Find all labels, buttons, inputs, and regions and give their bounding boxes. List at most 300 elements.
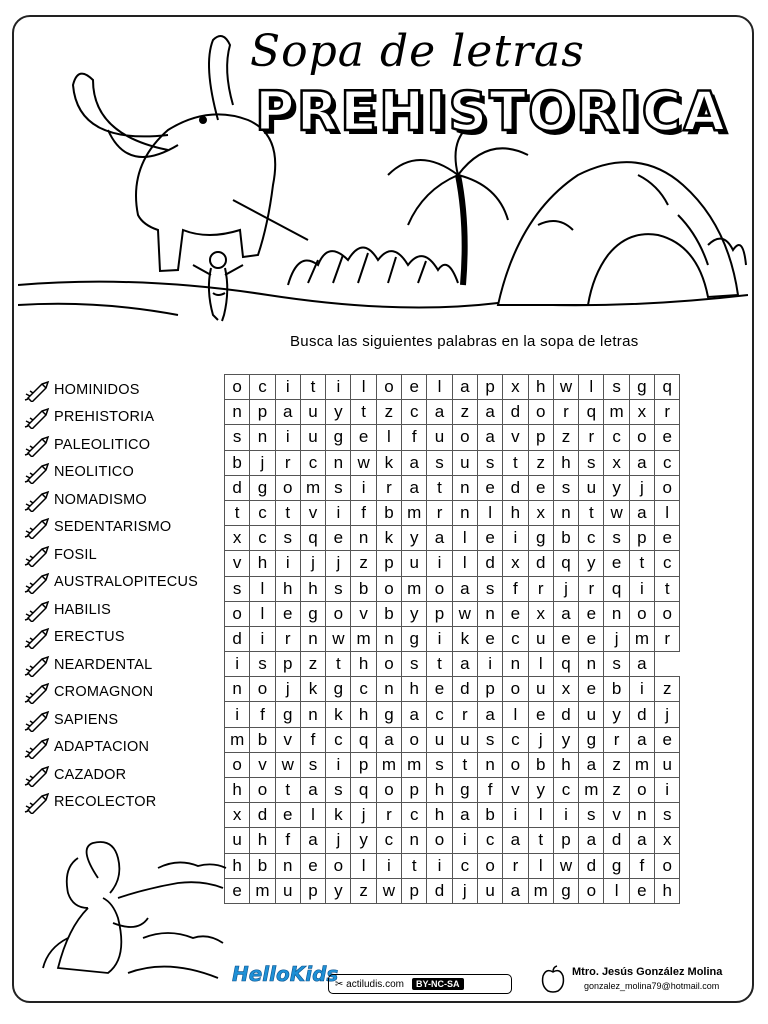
grid-cell[interactable]: z: [553, 425, 578, 450]
grid-cell[interactable]: h: [351, 652, 376, 677]
grid-cell[interactable]: c: [376, 828, 401, 853]
grid-cell[interactable]: y: [351, 828, 376, 853]
grid-cell[interactable]: n: [376, 626, 401, 651]
grid-cell[interactable]: b: [250, 727, 275, 752]
grid-cell[interactable]: o: [629, 425, 654, 450]
grid-cell[interactable]: l: [579, 375, 604, 400]
grid-cell[interactable]: y: [326, 878, 351, 903]
grid-cell[interactable]: n: [275, 853, 300, 878]
grid-cell[interactable]: z: [351, 551, 376, 576]
grid-cell[interactable]: g: [629, 375, 654, 400]
grid-cell[interactable]: t: [629, 551, 654, 576]
grid-cell[interactable]: e: [629, 878, 654, 903]
grid-cell[interactable]: o: [275, 475, 300, 500]
grid-cell[interactable]: u: [402, 551, 427, 576]
grid-cell[interactable]: n: [452, 475, 477, 500]
grid-cell[interactable]: q: [655, 375, 680, 400]
grid-cell[interactable]: x: [528, 500, 553, 525]
grid-cell[interactable]: l: [503, 702, 528, 727]
grid-cell[interactable]: q: [553, 652, 578, 677]
grid-cell[interactable]: o: [528, 400, 553, 425]
grid-cell[interactable]: c: [402, 803, 427, 828]
grid-cell[interactable]: t: [326, 652, 351, 677]
grid-cell[interactable]: a: [376, 727, 401, 752]
grid-cell[interactable]: o: [503, 752, 528, 777]
grid-cell[interactable]: u: [579, 475, 604, 500]
grid-cell[interactable]: v: [503, 778, 528, 803]
grid-cell[interactable]: r: [275, 626, 300, 651]
grid-cell[interactable]: p: [427, 601, 452, 626]
grid-cell[interactable]: l: [250, 601, 275, 626]
grid-cell[interactable]: k: [376, 450, 401, 475]
grid-cell[interactable]: z: [655, 677, 680, 702]
grid-cell[interactable]: u: [300, 425, 325, 450]
grid-cell[interactable]: d: [477, 551, 502, 576]
grid-cell[interactable]: u: [528, 677, 553, 702]
grid-cell[interactable]: c: [250, 526, 275, 551]
grid-cell[interactable]: g: [604, 853, 629, 878]
grid-cell[interactable]: i: [326, 752, 351, 777]
grid-cell[interactable]: p: [553, 828, 578, 853]
grid-cell[interactable]: w: [326, 626, 351, 651]
grid-cell[interactable]: g: [326, 425, 351, 450]
grid-cell[interactable]: o: [225, 375, 250, 400]
grid-cell[interactable]: m: [402, 500, 427, 525]
grid-cell[interactable]: s: [250, 652, 275, 677]
grid-cell[interactable]: d: [452, 677, 477, 702]
grid-cell[interactable]: y: [604, 702, 629, 727]
grid-cell[interactable]: f: [351, 500, 376, 525]
grid-cell[interactable]: s: [553, 475, 578, 500]
grid-cell[interactable]: e: [402, 375, 427, 400]
grid-cell[interactable]: s: [427, 752, 452, 777]
grid-cell[interactable]: b: [477, 803, 502, 828]
grid-cell[interactable]: w: [275, 752, 300, 777]
grid-cell[interactable]: c: [477, 828, 502, 853]
grid-cell[interactable]: r: [604, 727, 629, 752]
grid-cell[interactable]: i: [326, 500, 351, 525]
grid-cell[interactable]: h: [427, 778, 452, 803]
grid-cell[interactable]: r: [503, 853, 528, 878]
grid-cell[interactable]: o: [402, 727, 427, 752]
grid-cell[interactable]: i: [503, 526, 528, 551]
grid-cell[interactable]: i: [376, 853, 401, 878]
grid-cell[interactable]: f: [300, 727, 325, 752]
grid-cell[interactable]: s: [275, 526, 300, 551]
grid-cell[interactable]: c: [655, 551, 680, 576]
grid-cell[interactable]: v: [300, 500, 325, 525]
grid-cell[interactable]: d: [553, 702, 578, 727]
grid-cell[interactable]: i: [477, 652, 502, 677]
grid-cell[interactable]: p: [275, 652, 300, 677]
grid-cell[interactable]: v: [250, 752, 275, 777]
grid-cell[interactable]: i: [655, 778, 680, 803]
grid-cell[interactable]: o: [452, 425, 477, 450]
grid-cell[interactable]: u: [225, 828, 250, 853]
grid-cell[interactable]: a: [452, 803, 477, 828]
grid-cell[interactable]: m: [604, 400, 629, 425]
grid-cell[interactable]: c: [503, 626, 528, 651]
grid-cell[interactable]: w: [553, 375, 578, 400]
grid-cell[interactable]: t: [225, 500, 250, 525]
grid-cell[interactable]: g: [275, 702, 300, 727]
grid-cell[interactable]: u: [452, 727, 477, 752]
grid-cell[interactable]: h: [503, 500, 528, 525]
grid-cell[interactable]: c: [655, 450, 680, 475]
grid-cell[interactable]: e: [655, 425, 680, 450]
grid-cell[interactable]: n: [629, 803, 654, 828]
grid-cell[interactable]: k: [300, 677, 325, 702]
grid-cell[interactable]: u: [528, 626, 553, 651]
grid-cell[interactable]: t: [275, 778, 300, 803]
grid-cell[interactable]: b: [376, 500, 401, 525]
grid-cell[interactable]: i: [452, 828, 477, 853]
grid-cell[interactable]: q: [604, 576, 629, 601]
grid-cell[interactable]: r: [655, 400, 680, 425]
grid-cell[interactable]: o: [629, 778, 654, 803]
grid-cell[interactable]: a: [452, 576, 477, 601]
grid-cell[interactable]: a: [503, 828, 528, 853]
grid-cell[interactable]: g: [402, 626, 427, 651]
grid-cell[interactable]: q: [351, 778, 376, 803]
grid-cell[interactable]: n: [503, 652, 528, 677]
grid-cell[interactable]: p: [477, 375, 502, 400]
grid-cell[interactable]: r: [655, 626, 680, 651]
grid-cell[interactable]: r: [376, 803, 401, 828]
grid-cell[interactable]: a: [629, 828, 654, 853]
grid-cell[interactable]: c: [503, 727, 528, 752]
grid-cell[interactable]: e: [351, 425, 376, 450]
grid-cell[interactable]: c: [250, 375, 275, 400]
grid-cell[interactable]: a: [579, 828, 604, 853]
grid-cell[interactable]: l: [376, 425, 401, 450]
grid-cell[interactable]: u: [427, 727, 452, 752]
grid-cell[interactable]: e: [604, 551, 629, 576]
grid-cell[interactable]: w: [376, 878, 401, 903]
grid-cell[interactable]: z: [604, 752, 629, 777]
grid-cell[interactable]: e: [477, 626, 502, 651]
grid-cell[interactable]: t: [528, 828, 553, 853]
grid-cell[interactable]: f: [503, 576, 528, 601]
grid-cell[interactable]: r: [579, 425, 604, 450]
grid-cell[interactable]: h: [553, 752, 578, 777]
grid-cell[interactable]: e: [503, 601, 528, 626]
grid-cell[interactable]: d: [225, 626, 250, 651]
grid-cell[interactable]: o: [629, 601, 654, 626]
grid-cell[interactable]: n: [402, 828, 427, 853]
grid-cell[interactable]: o: [655, 475, 680, 500]
grid-cell[interactable]: b: [553, 526, 578, 551]
grid-cell[interactable]: f: [275, 828, 300, 853]
grid-cell[interactable]: i: [275, 425, 300, 450]
grid-cell[interactable]: o: [655, 601, 680, 626]
grid-cell[interactable]: o: [503, 677, 528, 702]
grid-cell[interactable]: n: [452, 500, 477, 525]
grid-cell[interactable]: a: [427, 526, 452, 551]
grid-cell[interactable]: d: [503, 400, 528, 425]
grid-cell[interactable]: s: [477, 576, 502, 601]
grid-cell[interactable]: f: [477, 778, 502, 803]
grid-cell[interactable]: x: [528, 601, 553, 626]
grid-cell[interactable]: s: [300, 752, 325, 777]
grid-cell[interactable]: e: [655, 727, 680, 752]
grid-cell[interactable]: h: [427, 803, 452, 828]
grid-cell[interactable]: c: [351, 677, 376, 702]
grid-cell[interactable]: y: [553, 727, 578, 752]
grid-cell[interactable]: u: [579, 702, 604, 727]
grid-cell[interactable]: t: [275, 500, 300, 525]
grid-cell[interactable]: j: [275, 677, 300, 702]
grid-cell[interactable]: n: [477, 752, 502, 777]
grid-cell[interactable]: w: [351, 450, 376, 475]
grid-cell[interactable]: o: [326, 853, 351, 878]
grid-cell[interactable]: z: [452, 400, 477, 425]
grid-cell[interactable]: h: [528, 375, 553, 400]
grid-cell[interactable]: o: [427, 576, 452, 601]
grid-cell[interactable]: o: [579, 878, 604, 903]
grid-cell[interactable]: v: [351, 601, 376, 626]
grid-cell[interactable]: y: [326, 400, 351, 425]
grid-cell[interactable]: d: [225, 475, 250, 500]
grid-cell[interactable]: u: [655, 752, 680, 777]
grid-cell[interactable]: a: [300, 778, 325, 803]
grid-cell[interactable]: c: [553, 778, 578, 803]
grid-cell[interactable]: e: [477, 475, 502, 500]
grid-cell[interactable]: e: [579, 677, 604, 702]
grid-cell[interactable]: g: [452, 778, 477, 803]
grid-cell[interactable]: t: [300, 375, 325, 400]
grid-cell[interactable]: e: [528, 702, 553, 727]
grid-cell[interactable]: w: [452, 601, 477, 626]
grid-cell[interactable]: f: [629, 853, 654, 878]
grid-cell[interactable]: y: [402, 526, 427, 551]
grid-cell[interactable]: o: [225, 752, 250, 777]
grid-cell[interactable]: a: [402, 475, 427, 500]
grid-cell[interactable]: s: [604, 526, 629, 551]
grid-cell[interactable]: i: [275, 551, 300, 576]
grid-cell[interactable]: e: [655, 526, 680, 551]
grid-cell[interactable]: c: [300, 450, 325, 475]
grid-cell[interactable]: e: [477, 526, 502, 551]
grid-cell[interactable]: b: [351, 576, 376, 601]
grid-cell[interactable]: s: [655, 803, 680, 828]
grid-cell[interactable]: e: [225, 878, 250, 903]
grid-cell[interactable]: a: [477, 425, 502, 450]
grid-cell[interactable]: z: [604, 778, 629, 803]
grid-cell[interactable]: s: [326, 778, 351, 803]
grid-cell[interactable]: z: [376, 400, 401, 425]
grid-cell[interactable]: v: [604, 803, 629, 828]
grid-cell[interactable]: o: [427, 828, 452, 853]
grid-cell[interactable]: i: [427, 853, 452, 878]
grid-cell[interactable]: i: [275, 375, 300, 400]
grid-cell[interactable]: g: [553, 878, 578, 903]
grid-cell[interactable]: e: [275, 601, 300, 626]
grid-cell[interactable]: d: [579, 853, 604, 878]
grid-cell[interactable]: i: [326, 375, 351, 400]
grid-cell[interactable]: l: [300, 803, 325, 828]
grid-cell[interactable]: q: [579, 400, 604, 425]
grid-cell[interactable]: m: [351, 626, 376, 651]
grid-cell[interactable]: a: [503, 878, 528, 903]
grid-cell[interactable]: i: [427, 626, 452, 651]
grid-cell[interactable]: n: [300, 702, 325, 727]
grid-cell[interactable]: l: [655, 500, 680, 525]
grid-cell[interactable]: z: [351, 878, 376, 903]
grid-cell[interactable]: t: [427, 475, 452, 500]
grid-cell[interactable]: h: [250, 551, 275, 576]
grid-cell[interactable]: m: [629, 752, 654, 777]
grid-cell[interactable]: o: [655, 853, 680, 878]
grid-cell[interactable]: u: [275, 878, 300, 903]
grid-cell[interactable]: d: [604, 828, 629, 853]
grid-cell[interactable]: m: [402, 752, 427, 777]
grid-cell[interactable]: t: [427, 652, 452, 677]
grid-cell[interactable]: c: [402, 400, 427, 425]
grid-cell[interactable]: l: [452, 551, 477, 576]
grid-cell[interactable]: i: [553, 803, 578, 828]
grid-cell[interactable]: v: [503, 425, 528, 450]
grid-cell[interactable]: y: [402, 601, 427, 626]
grid-cell[interactable]: e: [326, 526, 351, 551]
grid-cell[interactable]: l: [528, 803, 553, 828]
grid-cell[interactable]: o: [250, 677, 275, 702]
grid-cell[interactable]: j: [452, 878, 477, 903]
grid-cell[interactable]: i: [503, 803, 528, 828]
grid-cell[interactable]: p: [402, 778, 427, 803]
grid-cell[interactable]: a: [553, 601, 578, 626]
grid-cell[interactable]: m: [300, 475, 325, 500]
grid-cell[interactable]: r: [376, 475, 401, 500]
grid-cell[interactable]: a: [629, 652, 654, 677]
grid-cell[interactable]: v: [275, 727, 300, 752]
grid-cell[interactable]: t: [579, 500, 604, 525]
grid-cell[interactable]: c: [326, 727, 351, 752]
grid-cell[interactable]: n: [225, 400, 250, 425]
grid-cell[interactable]: g: [528, 526, 553, 551]
grid-cell[interactable]: b: [250, 853, 275, 878]
grid-cell[interactable]: e: [427, 677, 452, 702]
grid-cell[interactable]: n: [250, 425, 275, 450]
grid-cell[interactable]: j: [300, 551, 325, 576]
grid-cell[interactable]: l: [427, 375, 452, 400]
grid-cell[interactable]: s: [225, 576, 250, 601]
actiludis-link[interactable]: actiludis.com: [346, 978, 404, 990]
grid-cell[interactable]: s: [579, 803, 604, 828]
grid-cell[interactable]: f: [402, 425, 427, 450]
grid-cell[interactable]: w: [553, 853, 578, 878]
grid-cell[interactable]: i: [225, 702, 250, 727]
grid-cell[interactable]: a: [629, 500, 654, 525]
grid-cell[interactable]: o: [376, 375, 401, 400]
grid-cell[interactable]: u: [427, 425, 452, 450]
grid-cell[interactable]: a: [275, 400, 300, 425]
grid-cell[interactable]: p: [629, 526, 654, 551]
grid-cell[interactable]: b: [376, 601, 401, 626]
grid-cell[interactable]: b: [528, 752, 553, 777]
grid-cell[interactable]: e: [300, 853, 325, 878]
grid-cell[interactable]: d: [528, 551, 553, 576]
grid-cell[interactable]: z: [300, 652, 325, 677]
grid-cell[interactable]: x: [604, 450, 629, 475]
grid-cell[interactable]: n: [477, 601, 502, 626]
grid-cell[interactable]: d: [250, 803, 275, 828]
grid-cell[interactable]: n: [300, 626, 325, 651]
grid-cell[interactable]: n: [225, 677, 250, 702]
grid-cell[interactable]: g: [300, 601, 325, 626]
grid-cell[interactable]: a: [477, 400, 502, 425]
grid-cell[interactable]: h: [225, 778, 250, 803]
grid-cell[interactable]: e: [579, 601, 604, 626]
grid-cell[interactable]: s: [604, 375, 629, 400]
grid-cell[interactable]: x: [503, 551, 528, 576]
grid-cell[interactable]: a: [427, 400, 452, 425]
grid-cell[interactable]: j: [351, 803, 376, 828]
grid-cell[interactable]: s: [477, 450, 502, 475]
grid-cell[interactable]: j: [604, 626, 629, 651]
grid-cell[interactable]: h: [351, 702, 376, 727]
grid-cell[interactable]: h: [250, 828, 275, 853]
grid-cell[interactable]: i: [351, 475, 376, 500]
grid-cell[interactable]: g: [326, 677, 351, 702]
grid-cell[interactable]: l: [604, 878, 629, 903]
grid-cell[interactable]: h: [655, 878, 680, 903]
grid-cell[interactable]: n: [553, 500, 578, 525]
grid-cell[interactable]: c: [452, 853, 477, 878]
grid-cell[interactable]: k: [326, 702, 351, 727]
grid-cell[interactable]: t: [351, 400, 376, 425]
grid-cell[interactable]: r: [452, 702, 477, 727]
grid-cell[interactable]: r: [528, 576, 553, 601]
grid-cell[interactable]: t: [402, 853, 427, 878]
grid-cell[interactable]: n: [604, 601, 629, 626]
grid-cell[interactable]: x: [629, 400, 654, 425]
grid-cell[interactable]: m: [376, 752, 401, 777]
grid-cell[interactable]: f: [250, 702, 275, 727]
grid-cell[interactable]: p: [477, 677, 502, 702]
grid-cell[interactable]: v: [225, 551, 250, 576]
grid-cell[interactable]: x: [655, 828, 680, 853]
grid-cell[interactable]: l: [250, 576, 275, 601]
grid-cell[interactable]: x: [225, 526, 250, 551]
grid-cell[interactable]: e: [553, 626, 578, 651]
grid-cell[interactable]: p: [300, 878, 325, 903]
grid-cell[interactable]: a: [629, 450, 654, 475]
grid-cell[interactable]: c: [579, 526, 604, 551]
grid-cell[interactable]: u: [477, 878, 502, 903]
grid-cell[interactable]: o: [376, 778, 401, 803]
grid-cell[interactable]: b: [604, 677, 629, 702]
grid-cell[interactable]: e: [579, 626, 604, 651]
grid-cell[interactable]: x: [503, 375, 528, 400]
grid-cell[interactable]: s: [579, 450, 604, 475]
grid-cell[interactable]: j: [629, 475, 654, 500]
grid-cell[interactable]: i: [427, 551, 452, 576]
grid-cell[interactable]: j: [528, 727, 553, 752]
grid-cell[interactable]: i: [225, 652, 250, 677]
grid-cell[interactable]: m: [579, 778, 604, 803]
grid-cell[interactable]: e: [275, 803, 300, 828]
grid-cell[interactable]: s: [427, 450, 452, 475]
grid-cell[interactable]: m: [250, 878, 275, 903]
grid-cell[interactable]: u: [452, 450, 477, 475]
grid-cell[interactable]: w: [604, 500, 629, 525]
grid-cell[interactable]: l: [351, 375, 376, 400]
grid-cell[interactable]: x: [553, 677, 578, 702]
grid-cell[interactable]: i: [629, 576, 654, 601]
grid-cell[interactable]: a: [629, 727, 654, 752]
grid-cell[interactable]: y: [528, 778, 553, 803]
